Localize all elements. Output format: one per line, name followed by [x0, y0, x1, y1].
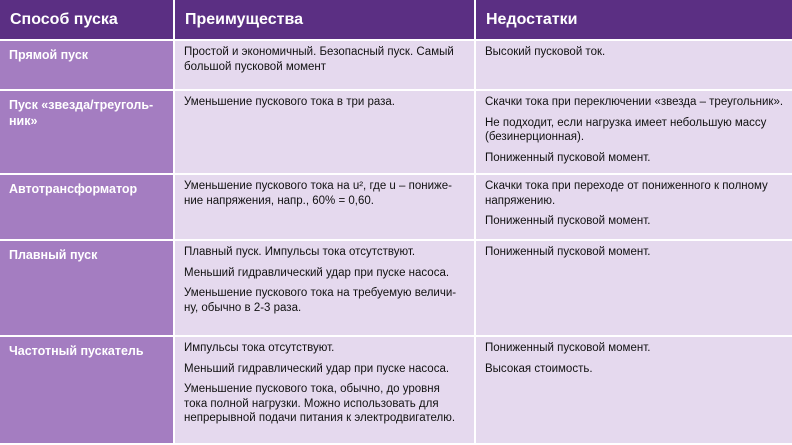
method-direct-start: Прямой пуск [0, 41, 175, 91]
header-method: Способ пуска [0, 0, 175, 41]
header-disadvantages: Недостатки [476, 0, 792, 41]
disadvantages-cell [476, 337, 792, 445]
disadvantage-text: Скачки тока при переходе от пониженного к полному напряжению. [485, 180, 768, 207]
disadvantage-text: Не подходит, если нагрузка имеет небольшую массу (безинерционная). [485, 116, 767, 143]
method-star-delta: Пуск «звезда/треуголь-ник» [0, 91, 175, 175]
disadvantages-cell [476, 175, 792, 241]
method-soft-start: Плавный пуск [0, 241, 175, 337]
disadvantages-cell [476, 41, 792, 91]
advantages-cell [175, 41, 476, 91]
advantage-text: Уменьшение пускового тока на u², где u – пониже-ние напряжения, напр., 60% = 0,60. [184, 180, 452, 207]
advantage-text: Уменьшение пускового тока, обычно, до уровня тока полной нагрузки. Можно использовать для непрерывной подачи питания к электродвигателю. [184, 383, 456, 424]
advantage-text: Уменьшение пускового тока на требуемую величи-ну, обычно в 2-3 раза. [184, 287, 457, 314]
advantage-text: Меньший гидравлический удар при пуске насоса. [184, 362, 450, 375]
advantage-text: Уменьшение пускового тока в три раза. [184, 96, 396, 108]
disadvantage-text: Пониженный пусковой момент. [485, 246, 651, 258]
advantage-text: Импульсы тока отсутствуют. [184, 342, 335, 354]
method-frequency-starter: Частотный пускатель [0, 337, 175, 445]
disadvantage-text: Высокая стоимость. [485, 362, 593, 375]
header-advantages: Преимущества [175, 0, 476, 41]
disadvantages-cell [476, 241, 792, 337]
disadvantages-cell [476, 91, 792, 175]
disadvantage-text: Пониженный пусковой момент. [485, 342, 651, 354]
method-autotransformer: Автотрансформатор [0, 175, 175, 241]
advantages-cell [175, 91, 476, 175]
disadvantage-text: Скачки тока при переключении «звезда – треугольник». [485, 96, 784, 108]
advantages-cell [175, 175, 476, 241]
advantage-text: Простой и экономичный. Безопасный пуск. Самый большой пусковой момент [184, 46, 454, 73]
advantage-text: Меньший гидравлический удар при пуске насоса. [184, 266, 450, 279]
advantages-cell [175, 337, 476, 445]
disadvantage-text: Высокий пусковой ток. [485, 46, 606, 58]
disadvantage-text: Пониженный пусковой момент. [485, 215, 651, 227]
disadvantage-text: Пониженный пусковой момент. [485, 151, 651, 164]
advantage-text: Плавный пуск. Импульсы тока отсутствуют. [184, 246, 416, 258]
advantages-cell [175, 241, 476, 337]
